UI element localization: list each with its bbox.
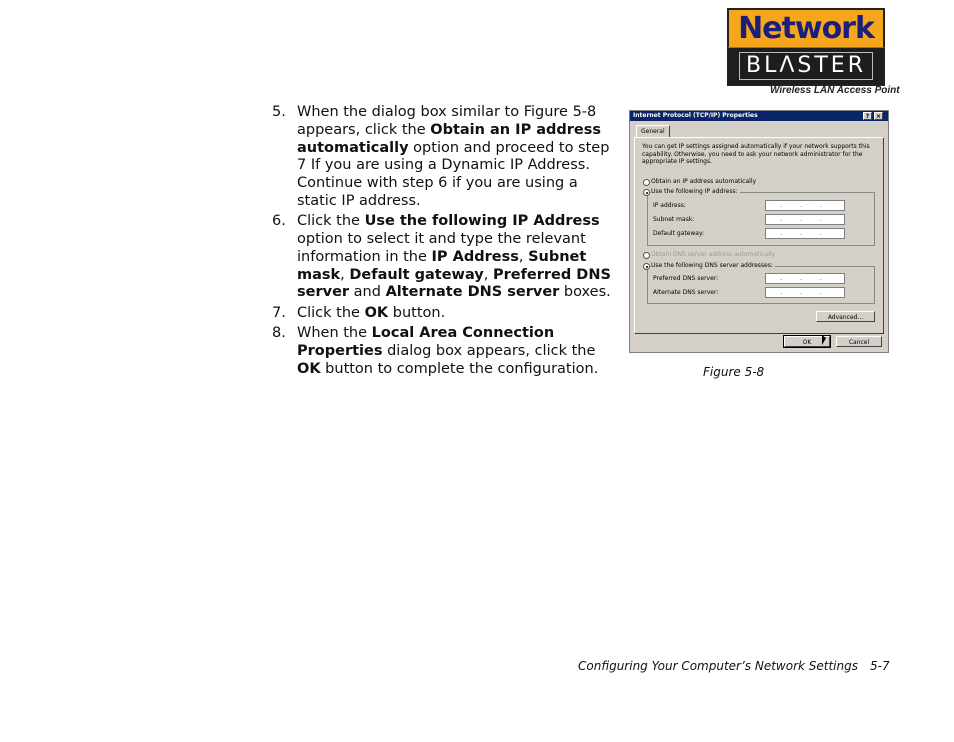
step-text: Click the xyxy=(297,213,365,230)
logo-network-text: Network xyxy=(727,8,885,47)
step-text: boxes. xyxy=(559,284,611,301)
step-text: When the dialog box similar to Figure 5-8 appears, click the xyxy=(297,104,597,138)
cancel-button[interactable]: Cancel xyxy=(836,336,882,347)
radio-obtain-ip-auto[interactable]: Obtain an IP address automatically xyxy=(651,178,757,185)
mouse-cursor-icon xyxy=(822,335,826,345)
ip-address-field[interactable]: . . . xyxy=(765,200,845,211)
step-number: 6. xyxy=(272,213,286,230)
step-text: , xyxy=(518,248,529,265)
step-text: option and proceed to step 7 If you are using a Dynamic IP Address. Continue with step 6 if you are using a static IP address. xyxy=(297,139,610,209)
subnet-mask-field[interactable]: . . . xyxy=(765,214,845,225)
radio-use-following-ip[interactable]: Use the following IP address: xyxy=(651,188,738,195)
network-blaster-logo xyxy=(727,8,885,86)
page-number: 5-7 xyxy=(869,659,890,673)
radio-use-following-dns[interactable]: Use the following DNS server addresses: xyxy=(651,262,773,269)
logo-blaster-text: BLΛSTER xyxy=(739,52,873,80)
step-text-bold: Preferred DNS server xyxy=(297,266,611,301)
figure-caption: Figure 5-8 xyxy=(703,365,765,379)
dialog-title: Internet Protocol (TCP/IP) Properties xyxy=(633,112,758,119)
step-text-bold: Use the following IP Address xyxy=(364,213,600,230)
step-text-bold: Subnet mask xyxy=(297,248,587,283)
help-icon[interactable]: ? xyxy=(863,112,872,120)
dns-group xyxy=(647,266,875,304)
ok-button[interactable]: OK xyxy=(784,336,830,347)
step-text-bold: Default gateway xyxy=(349,266,484,283)
dialog-titlebar xyxy=(630,111,888,121)
step-item xyxy=(272,305,620,323)
step-number: 8. xyxy=(272,325,286,342)
page-footer xyxy=(578,659,890,673)
close-icon[interactable]: × xyxy=(875,113,882,120)
logo-subtitle: Wireless LAN Access Point xyxy=(770,85,900,96)
alternate-dns-label: Alternate DNS server: xyxy=(653,289,719,296)
step-text: When the xyxy=(297,325,372,342)
step-item xyxy=(272,104,620,211)
step-item xyxy=(272,325,620,378)
dialog-info-text: You can get IP settings assigned automatically if your network supports this capability. Otherwise, you need to ask your network administrator for the appropriate IP settings. xyxy=(642,143,870,165)
step-text: and xyxy=(349,284,386,301)
step-text-bold: IP Address xyxy=(431,248,519,265)
preferred-dns-label: Preferred DNS server: xyxy=(653,275,719,282)
subnet-mask-label: Subnet mask: xyxy=(653,216,695,223)
step-text: option to select it and type the relevant information in the xyxy=(297,231,586,265)
step-text: dialog box appears, click the xyxy=(382,342,596,359)
default-gateway-label: Default gateway: xyxy=(653,230,705,237)
step-number: 7. xyxy=(272,304,286,321)
instruction-steps xyxy=(272,104,620,381)
step-text: Click the xyxy=(297,304,365,321)
step-text-bold: OK xyxy=(297,360,321,377)
footer-chapter-title: Configuring Your Computer’s Network Settings xyxy=(578,659,858,673)
logo-blaster-panel xyxy=(727,47,885,86)
step-text-bold: Obtain an IP address automatically xyxy=(297,121,602,156)
step-number: 5. xyxy=(272,104,286,120)
step-text-bold: Local Area Connection Properties xyxy=(297,325,555,359)
ip-address-label: IP address: xyxy=(653,202,686,209)
preferred-dns-field[interactable]: . . . xyxy=(765,273,845,284)
default-gateway-field[interactable]: . . . xyxy=(765,228,845,239)
step-text: , xyxy=(483,266,493,283)
step-text-bold: OK xyxy=(364,304,389,321)
tab-general[interactable]: General xyxy=(636,125,670,138)
tcpip-properties-dialog xyxy=(629,110,889,353)
step-text-bold: Alternate DNS server xyxy=(385,284,560,301)
step-text: button. xyxy=(388,304,446,321)
radio-obtain-dns-auto[interactable]: Obtain DNS server address automatically xyxy=(651,251,776,258)
alternate-dns-field[interactable]: . . . xyxy=(765,287,845,298)
step-item xyxy=(272,213,620,302)
advanced-button[interactable]: Advanced... xyxy=(816,311,875,322)
step-text: , xyxy=(340,266,350,283)
step-text: button to complete the configuration. xyxy=(320,360,599,377)
